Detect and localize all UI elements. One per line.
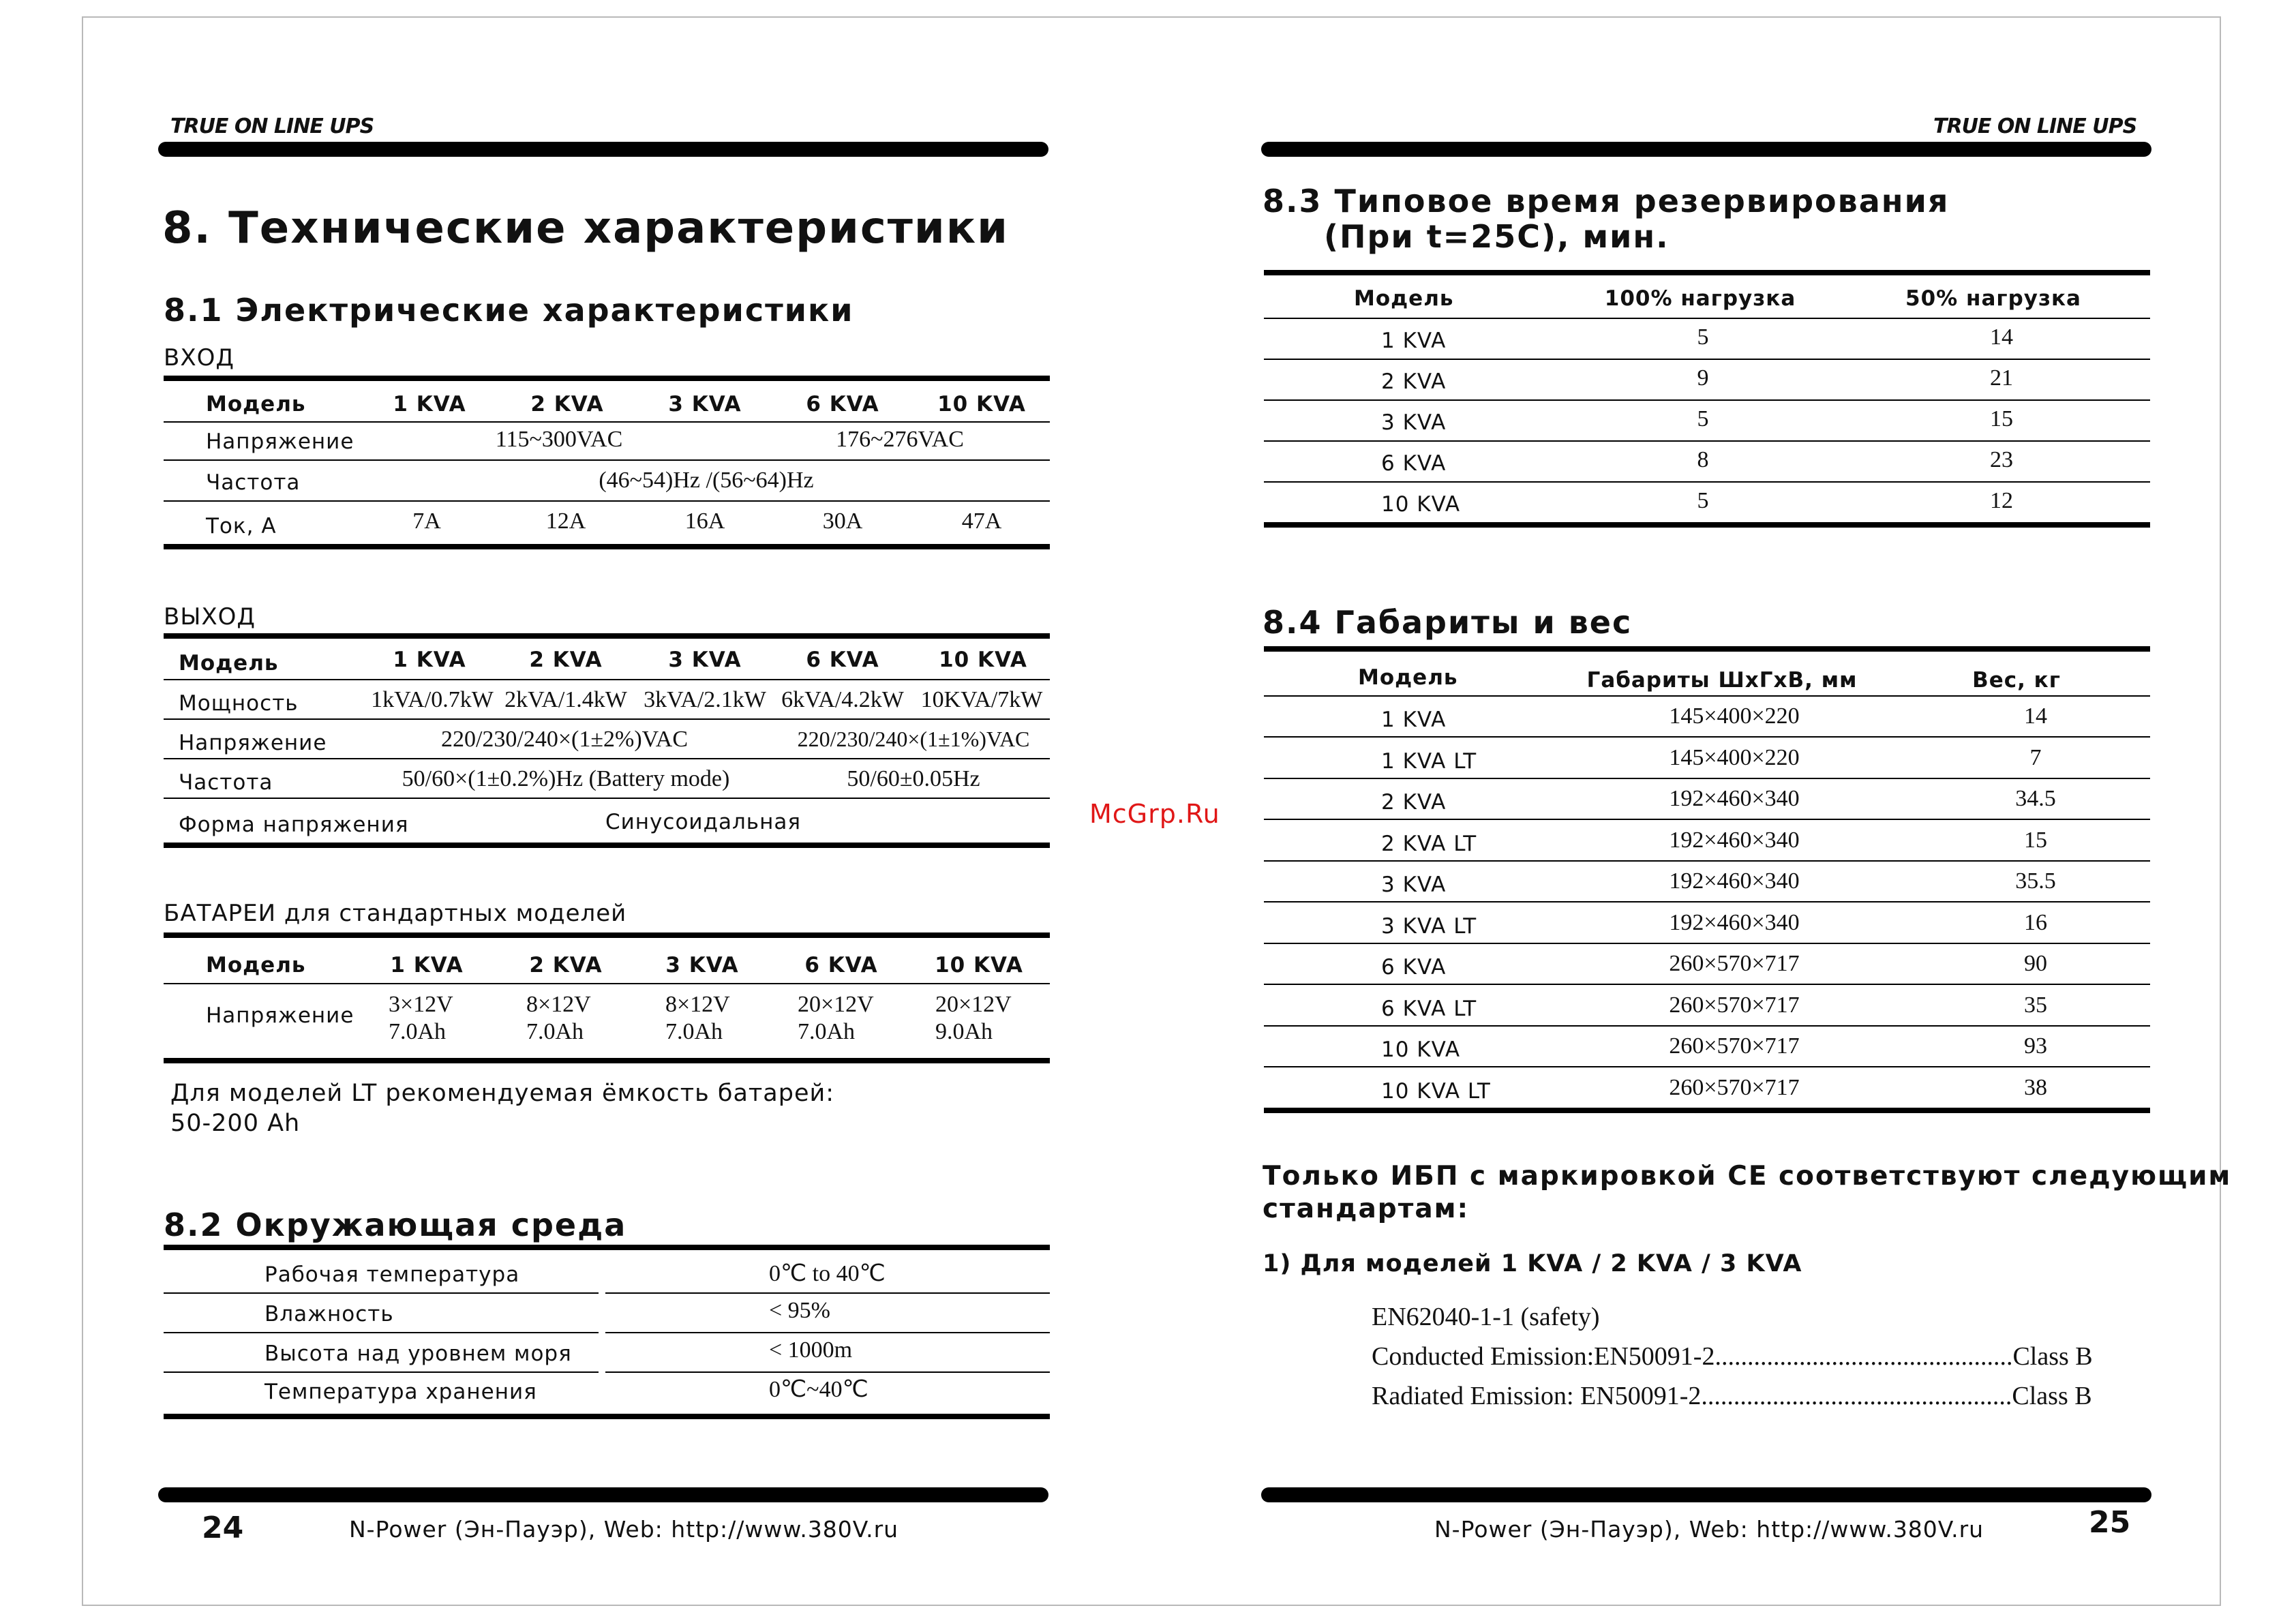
bt-full-load-0: 5 bbox=[1697, 324, 1709, 350]
battery-cell-1kva: 3×12V 7.0Ah bbox=[389, 992, 453, 1044]
output-head-model: Модель bbox=[179, 651, 279, 676]
battery-voltage-label: Напряжение bbox=[206, 1003, 354, 1028]
dim-weight-9: 38 bbox=[2024, 1074, 2047, 1100]
env-label-3: Температура хранения bbox=[265, 1380, 537, 1404]
dim-model-9: 10 KVA LT bbox=[1381, 1078, 1491, 1104]
dim-model-3: 2 KVA LT bbox=[1381, 831, 1477, 856]
bt-row-rule bbox=[1264, 440, 2150, 442]
bt-row-rule bbox=[1264, 399, 2150, 401]
output-freq-label: Частота bbox=[179, 770, 273, 795]
dim-row-rule bbox=[1264, 943, 2150, 944]
input-head-3kva: 3 KVA bbox=[668, 392, 742, 416]
bt-full-load-2: 5 bbox=[1697, 406, 1709, 431]
dim-head-size: Габариты ШхГхВ, мм bbox=[1586, 668, 1858, 693]
output-power-3kva: 3kVA/2.1kW bbox=[644, 687, 766, 712]
input-freq-label: Частота bbox=[206, 470, 301, 495]
env-label-2: Высота над уровнем моря bbox=[265, 1341, 572, 1366]
output-freq-a: 50/60×(1±0.2%)Hz (Battery mode) bbox=[402, 766, 730, 791]
dim-size-6: 260×570×717 bbox=[1669, 951, 1800, 976]
right-running-header: TRUE ON LINE UPS bbox=[1933, 115, 2137, 138]
dim-row-rule bbox=[1264, 819, 2150, 820]
output-head-6kva: 6 KVA bbox=[806, 648, 879, 672]
input-current-label: Ток, А bbox=[206, 514, 277, 539]
right-page-number: 25 bbox=[2089, 1505, 2131, 1540]
battery-head-6kva: 6 KVA bbox=[804, 953, 878, 977]
env-label-0: Рабочая температура bbox=[265, 1262, 520, 1287]
dim-weight-8: 93 bbox=[2024, 1033, 2047, 1059]
bt-head-model: Модель bbox=[1354, 286, 1454, 311]
output-power-2kva: 2kVA/1.4kW bbox=[504, 687, 627, 712]
output-power-10kva: 10KVA/7kW bbox=[920, 687, 1043, 712]
dim-model-0: 1 KVA bbox=[1381, 708, 1447, 732]
dim-size-0: 145×400×220 bbox=[1669, 703, 1800, 729]
dim-size-5: 192×460×340 bbox=[1669, 909, 1800, 935]
right-footer-rule bbox=[1261, 1487, 2151, 1502]
dim-size-1: 145×400×220 bbox=[1669, 744, 1800, 770]
bt-model-0: 1 KVA bbox=[1381, 329, 1447, 353]
dim-weight-5: 16 bbox=[2024, 909, 2047, 935]
standard-line-0: EN62040-1-1 (safety) bbox=[1372, 1303, 1600, 1331]
bt-model-2: 3 KVA bbox=[1381, 410, 1447, 435]
output-power-1kva: 1kVA/0.7kW bbox=[371, 687, 494, 712]
env-value-1: < 95% bbox=[769, 1298, 830, 1323]
input-current-6kva: 30A bbox=[822, 509, 863, 534]
ce-models-line: 1) Для моделей 1 KVA / 2 KVA / 3 KVA bbox=[1263, 1250, 1802, 1277]
standard-line-1: Conducted Emission:EN50091-2..............................................Class B bbox=[1372, 1342, 2093, 1371]
bt-row-rule bbox=[1264, 359, 2150, 360]
env-value-0: 0℃ to 40℃ bbox=[769, 1261, 886, 1286]
output-voltage-a: 220/230/240×(1±2%)VAC bbox=[440, 727, 689, 752]
battery-head-2kva: 2 KVA bbox=[529, 953, 603, 977]
input-current-1kva: 7A bbox=[412, 509, 441, 534]
input-current-10kva: 47A bbox=[961, 509, 1002, 534]
output-voltage-label: Напряжение bbox=[179, 731, 327, 755]
battery-caption: БАТАРЕИ для стандартных моделей bbox=[164, 900, 627, 927]
section-8-3-title: 8.3 Типовое время резервирования bbox=[1263, 183, 1950, 219]
dim-row-rule bbox=[1264, 984, 2150, 985]
input-caption: ВХОД bbox=[164, 344, 235, 371]
input-head-2kva: 2 KVA bbox=[530, 392, 604, 416]
dim-row-rule bbox=[1264, 1025, 2150, 1027]
right-header-rule bbox=[1261, 142, 2151, 157]
bt-bottom-rule bbox=[1264, 522, 2150, 528]
dim-model-6: 6 KVA bbox=[1381, 955, 1447, 980]
dim-head-weight: Вес, кг bbox=[1972, 668, 2061, 693]
dim-size-4: 192×460×340 bbox=[1669, 868, 1800, 894]
input-head-10kva: 10 KVA bbox=[937, 392, 1026, 416]
dim-row-rule bbox=[1264, 1066, 2150, 1067]
section-8-3-subtitle: (При t=25C), мин. bbox=[1324, 218, 1670, 255]
dim-row-rule bbox=[1264, 778, 2150, 779]
output-wave-label: Форма напряжения bbox=[179, 813, 409, 837]
section-8-2-title: 8.2 Окружающая среда bbox=[164, 1207, 627, 1243]
dim-model-2: 2 KVA bbox=[1381, 790, 1447, 815]
input-current-3kva: 16A bbox=[684, 509, 725, 534]
left-header-rule bbox=[158, 142, 1048, 157]
input-current-2kva: 12A bbox=[545, 509, 586, 534]
battery-head-3kva: 3 KVA bbox=[665, 953, 739, 977]
dim-model-4: 3 KVA bbox=[1381, 873, 1447, 897]
dim-weight-6: 90 bbox=[2024, 951, 2047, 976]
bt-half-load-4: 12 bbox=[1990, 488, 2013, 513]
output-head-10kva: 10 KVA bbox=[939, 648, 1027, 672]
dim-size-7: 260×570×717 bbox=[1669, 992, 1800, 1018]
dim-size-3: 192×460×340 bbox=[1669, 827, 1800, 853]
output-power-label: Мощность bbox=[179, 691, 299, 716]
dim-model-7: 6 KVA LT bbox=[1381, 996, 1477, 1021]
bt-model-3: 6 KVA bbox=[1381, 451, 1447, 476]
dim-head-model: Модель bbox=[1358, 665, 1458, 690]
bt-half-load-2: 15 bbox=[1990, 406, 2013, 431]
input-head-6kva: 6 KVA bbox=[806, 392, 879, 416]
left-page-number: 24 bbox=[202, 1511, 244, 1545]
section-8-1-title: 8.1 Электрические характеристики bbox=[164, 292, 854, 329]
dim-size-8: 260×570×717 bbox=[1669, 1033, 1800, 1059]
input-voltage-label: Напряжение bbox=[206, 429, 354, 454]
dim-row-rule bbox=[1264, 901, 2150, 902]
bt-row-rule bbox=[1264, 481, 2150, 483]
bt-model-1: 2 KVA bbox=[1381, 369, 1447, 394]
bt-full-load-4: 5 bbox=[1697, 488, 1709, 513]
bt-head-50: 50% нагрузка bbox=[1905, 286, 2081, 311]
dim-model-1: 1 KVA LT bbox=[1381, 748, 1477, 774]
env-label-1: Влажность bbox=[265, 1302, 394, 1326]
bt-full-load-1: 9 bbox=[1697, 365, 1709, 391]
output-head-3kva: 3 KVA bbox=[668, 648, 742, 672]
bt-half-load-3: 23 bbox=[1990, 447, 2013, 472]
input-voltage-b: 176~276VAC bbox=[836, 427, 964, 452]
dim-model-5: 3 KVA LT bbox=[1381, 913, 1477, 939]
dim-row-rule bbox=[1264, 860, 2150, 862]
dim-weight-2: 34.5 bbox=[2015, 786, 2056, 811]
output-voltage-b: 220/230/240×(1±1%)VAC bbox=[797, 727, 1030, 751]
env-value-2: < 1000m bbox=[769, 1337, 853, 1363]
battery-cell-3kva: 8×12V 7.0Ah bbox=[665, 992, 730, 1044]
battery-cell-6kva: 20×12V 7.0Ah bbox=[798, 992, 874, 1044]
dim-weight-7: 35 bbox=[2024, 992, 2047, 1018]
dim-weight-4: 35.5 bbox=[2015, 868, 2056, 894]
dim-weight-0: 14 bbox=[2024, 703, 2047, 729]
battery-cell-2kva: 8×12V 7.0Ah bbox=[526, 992, 591, 1044]
bt-half-load-1: 21 bbox=[1990, 365, 2013, 391]
output-wave-value: Синусоидальная bbox=[605, 810, 801, 834]
battery-head-model: Модель bbox=[206, 953, 306, 977]
page-title: 8. Технические характеристики bbox=[162, 203, 1009, 254]
dim-model-8: 10 KVA bbox=[1381, 1037, 1461, 1062]
dim-weight-3: 15 bbox=[2024, 827, 2047, 853]
battery-cell-10kva: 20×12V 9.0Ah bbox=[935, 992, 1012, 1044]
input-voltage-a: 115~300VAC bbox=[495, 427, 623, 452]
bt-head-100: 100% нагрузка bbox=[1604, 286, 1796, 311]
section-8-4-title: 8.4 Габариты и вес bbox=[1263, 604, 1633, 641]
left-footer-rule bbox=[158, 1487, 1048, 1502]
input-head-model: Модель bbox=[206, 392, 306, 416]
output-power-6kva: 6kVA/4.2kW bbox=[781, 687, 904, 712]
bt-full-load-3: 8 bbox=[1697, 447, 1709, 472]
dim-weight-1: 7 bbox=[2029, 744, 2042, 770]
dim-bottom-rule bbox=[1264, 1108, 2150, 1113]
input-head-1kva: 1 KVA bbox=[393, 392, 466, 416]
left-running-header: TRUE ON LINE UPS bbox=[170, 115, 374, 138]
watermark: McGrp.Ru bbox=[1089, 799, 1220, 829]
bt-half-load-0: 14 bbox=[1990, 324, 2013, 350]
battery-head-1kva: 1 KVA bbox=[390, 953, 464, 977]
env-value-3: 0℃~40℃ bbox=[769, 1377, 868, 1402]
left-footer-text: N-Power (Эн-Пауэр), Web: http://www.380V.ru bbox=[349, 1516, 899, 1543]
dim-row-rule bbox=[1264, 736, 2150, 738]
battery-head-10kva: 10 KVA bbox=[935, 953, 1023, 977]
dim-size-9: 260×570×717 bbox=[1669, 1074, 1800, 1100]
ce-statement: Только ИБП с маркировкой CE соответствуют следующим стандартам: bbox=[1263, 1161, 2232, 1224]
output-freq-b: 50/60±0.05Hz bbox=[847, 766, 980, 791]
output-caption: ВЫХОД bbox=[164, 603, 256, 631]
output-head-2kva: 2 KVA bbox=[529, 648, 603, 672]
input-freq-value: (46~54)Hz /(56~64)Hz bbox=[599, 468, 814, 493]
lt-battery-note: Для моделей LT рекомендуемая ёмкость батарей: 50-200 Ah bbox=[170, 1080, 835, 1137]
dim-size-2: 192×460×340 bbox=[1669, 786, 1800, 811]
bt-model-4: 10 KVA bbox=[1381, 492, 1461, 517]
output-head-1kva: 1 KVA bbox=[393, 648, 466, 672]
standard-line-2: Radiated Emission: EN50091-2................................................Class B bbox=[1372, 1382, 2092, 1410]
right-footer-text: N-Power (Эн-Пауэр), Web: http://www.380V.ru bbox=[1434, 1516, 1984, 1543]
